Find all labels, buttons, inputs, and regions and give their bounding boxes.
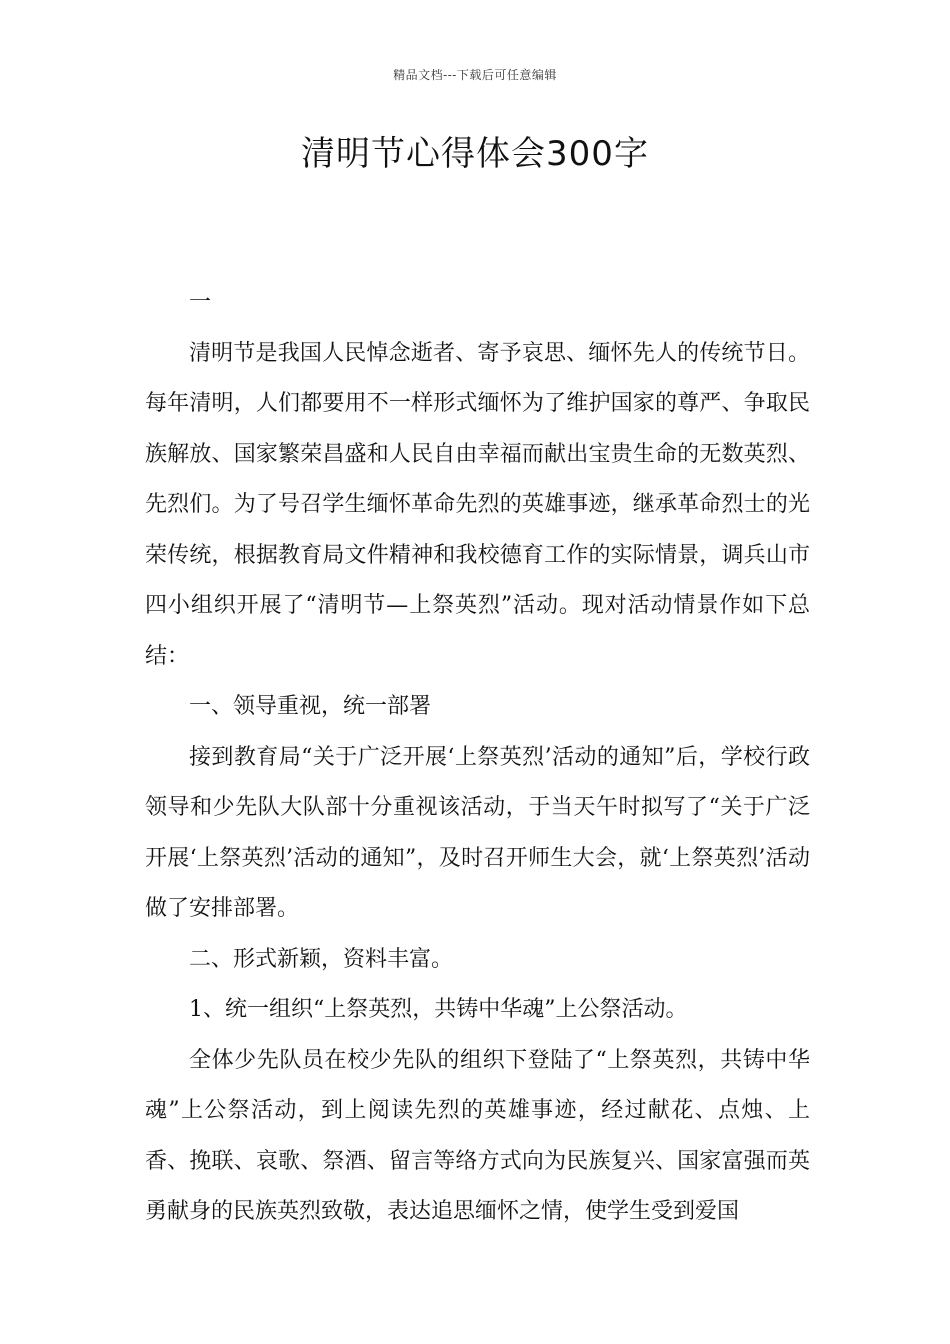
header-note: 精品文档---下载后可任意编辑: [393, 68, 557, 82]
section-heading-format: 二、形式新颖，资料丰富。: [189, 946, 454, 972]
paragraph-leadership: 接到教育局“关于广泛开展‘上祭英烈’活动的通知”后，学校行政领导和少先队大队部十分重视该活动，于当天午时拟写了“关于广泛开展‘上祭英烈’活动的通知”，及时召开师生大会，就‘上祭英烈’活动做了安排部署。: [145, 744, 810, 921]
section-marker: 一: [189, 290, 212, 315]
paragraph-online-memorial: 全体少先队员在校少先队的组织下登陆了“上祭英烈，共铸中华魂”上公祭活动，到上阅读先烈的英雄事迹，经过献花、点烛、上香、挽联、哀歌、祭酒、留言等络方式向为民族复兴、国家富强而英勇献身的民族英烈致敬，表达追思缅怀之情，使学生受到爱国: [145, 1047, 810, 1224]
document-title: 清明节心得体会300字: [301, 134, 649, 174]
section-heading-leadership: 一、领导重视，统一部署: [189, 694, 432, 719]
document-body: [145, 278, 810, 1238]
subsection-heading-online-memorial: 1、统一组织“上祭英烈，共铸中华魂”上公祭活动。: [189, 997, 688, 1022]
paragraph-intro: 清明节是我国人民悼念逝者、寄予哀思、缅怀先人的传统节日。每年清明，人们都要用不一样形式缅怀为了维护国家的尊严、争取民族解放、国家繁荣昌盛和人民自由幸福而献出宝贵生命的无数英烈、先烈们。为了号召学生缅怀革命先烈的英雄事迹，继承革命烈士的光荣传统，根据教育局文件精神和我校德育工作的实际情景，调兵山市四小组织开展了“清明节—上祭英烈”活动。现对活动情景作如下总结：: [145, 340, 810, 669]
